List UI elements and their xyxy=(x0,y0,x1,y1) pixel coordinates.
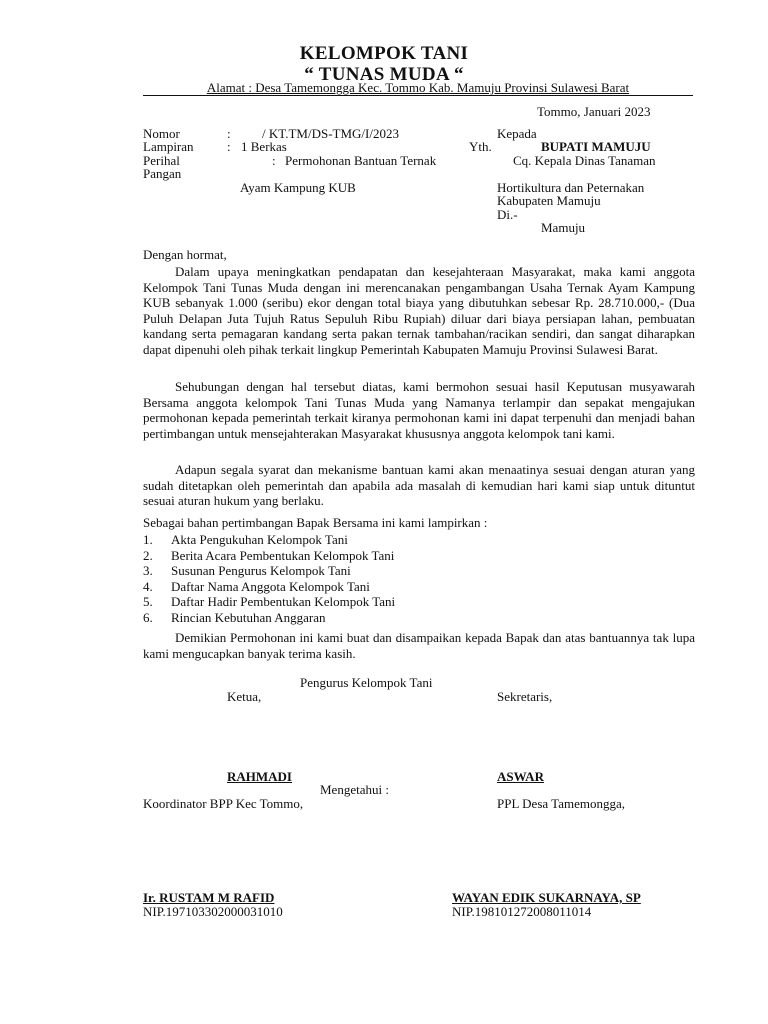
greeting: Dengan hormat, xyxy=(143,247,227,262)
paragraph-3 xyxy=(143,462,695,509)
list-item-text: Rincian Kebutuhan Anggaran xyxy=(171,609,326,625)
closing-paragraph xyxy=(143,630,695,661)
paragraph-1-text: Dalam upaya meningkatkan pendapatan dan kesejahteraan Masyarakat, maka kami anggota Kelompok Tani Tunas Muda dengan ini merencanakan pengambangan Usaha Ternak Ayam Kampung KUB sebanyak 1.000 (seribu) ekor dengan total biaya yang dibutuhkan sebesar Rp. 28.710.000,- (Dua Puluh Delapan Juta Tujuh Ratus Sepuluh Ribu Rupiah) diluar dari biaya persiapan lahan, pembuatan kandang serta pemagaran kandang serta pakan ternak tambahan/racikan sendiri, dan sangat diharapkan dapat dipenuhi oleh pihak terkait lingkup Pemerintah Kabupaten Mamuju Provinsi Sulawesi Barat. xyxy=(143,264,695,357)
list-item-text: Susunan Pengurus Kelompok Tani xyxy=(171,563,351,579)
ketua-name: RAHMADI xyxy=(227,769,292,784)
ketua-title: Ketua, xyxy=(227,689,262,704)
list-item-number: 4. xyxy=(143,578,153,594)
letterhead-name: “ TUNAS MUDA “ xyxy=(304,64,464,85)
closing-text: Demikian Permohonan ini kami buat dan disampaikan kepada Bapak dan atas bantuannya tak lupa kami mengucapkan banyak terima kasih. xyxy=(143,630,695,661)
perihal-value: Permohonan Bantuan Ternak xyxy=(285,153,437,168)
list-item-text: Daftar Hadir Pembentukan Kelompok Tani xyxy=(171,594,396,610)
perihal-wrap: Pangan xyxy=(143,166,182,181)
list-item-number: 3. xyxy=(143,563,153,579)
list-item-number: 1. xyxy=(143,532,153,547)
recipient-line3: Kabupaten Mamuju xyxy=(497,193,601,208)
mengetahui-label: Mengetahui : xyxy=(320,782,389,797)
list-item xyxy=(143,579,643,595)
recipient-di: Di.- xyxy=(497,207,518,222)
paragraph-2-text: Sehubungan dengan hal tersebut diatas, kami bermohon sesuai hasil Keputusan musyawarah Bersama anggota kelompok Tani Tunas Muda yang Namanya terlampir dan sepakat mengajukan permohonan kepada pemerintah terkait kiranya permohonan kami ini dapat terpenuhi dan menjadi bahan pertimbangan untuk mensejahterakan Masyarakat khususnya anggota kelompok tani kami. xyxy=(143,379,695,441)
paragraph-2 xyxy=(143,379,695,441)
letterhead-rule xyxy=(143,95,693,96)
letterhead-org: KELOMPOK TANI xyxy=(299,43,469,64)
perihal-label: Perihal xyxy=(143,153,180,168)
list-item xyxy=(143,563,643,579)
koordinator-nip: NIP.197103302000031010 xyxy=(143,904,283,919)
recipient-yth: Yth. xyxy=(469,139,492,154)
nomor-label: Nomor xyxy=(143,126,180,141)
nomor-sep: : xyxy=(227,126,231,141)
list-item-text: Daftar Nama Anggota Kelompok Tani xyxy=(171,578,370,594)
perihal-value-2: Ayam Kampung KUB xyxy=(240,180,356,195)
attachment-list xyxy=(143,532,643,626)
list-item-number: 2. xyxy=(143,547,153,563)
list-item xyxy=(143,594,643,610)
list-item-number: 6. xyxy=(143,609,153,625)
lampiran-sep: : xyxy=(227,139,231,154)
ppl-name: WAYAN EDIK SUKARNAYA, SP xyxy=(452,890,641,905)
list-item-text: Akta Pengukuhan Kelompok Tani xyxy=(171,532,348,547)
nomor-value: / KT.TM/DS-TMG/I/2023 xyxy=(262,126,399,141)
letterhead-address: Alamat : Desa Tamemongga Kec. Tommo Kab. Mamuju Provinsi Sulawesi Barat xyxy=(206,80,630,95)
recipient-line2: Hortikultura dan Peternakan xyxy=(497,180,645,195)
list-item xyxy=(143,548,643,564)
ppl-nip: NIP.198101272008011014 xyxy=(452,904,592,919)
perihal-sep: : xyxy=(272,153,276,168)
list-item-text: Berita Acara Pembentukan Kelompok Tani xyxy=(171,547,395,563)
ppl-title: PPL Desa Tamemongga, xyxy=(497,796,625,811)
sekretaris-name: ASWAR xyxy=(497,769,544,784)
letter-date: Tommo, Januari 2023 xyxy=(537,104,651,119)
recipient-city: Mamuju xyxy=(541,220,586,235)
list-item-number: 5. xyxy=(143,594,153,610)
lampiran-value: 1 Berkas xyxy=(241,139,287,154)
sekretaris-title: Sekretaris, xyxy=(497,689,553,704)
paragraph-1 xyxy=(143,264,695,358)
paragraph-3-text: Adapun segala syarat dan mekanisme bantuan kami akan menaatinya sesuai dengan aturan yang sudah ditetapkan oleh pemerintah dan apabila ada masalah di kemudian hari kami siap untuk dituntut sesuai aturan hukum yang berlaku. xyxy=(143,462,695,509)
koordinator-title: Koordinator BPP Kec Tommo, xyxy=(143,796,304,811)
list-intro: Sebagai bahan pertimbangan Bapak Bersama ini kami lampirkan : xyxy=(143,515,488,530)
koordinator-name: Ir. RUSTAM M RAFID xyxy=(143,890,275,905)
lampiran-label: Lampiran xyxy=(143,139,194,154)
pengurus-heading: Pengurus Kelompok Tani xyxy=(300,675,433,690)
list-item xyxy=(143,532,643,548)
recipient-name: BUPATI MAMUJU xyxy=(541,139,651,154)
recipient-cq: Cq. Kepala Dinas Tanaman xyxy=(513,153,656,168)
recipient-kepada: Kepada xyxy=(497,126,537,141)
list-item xyxy=(143,610,643,626)
